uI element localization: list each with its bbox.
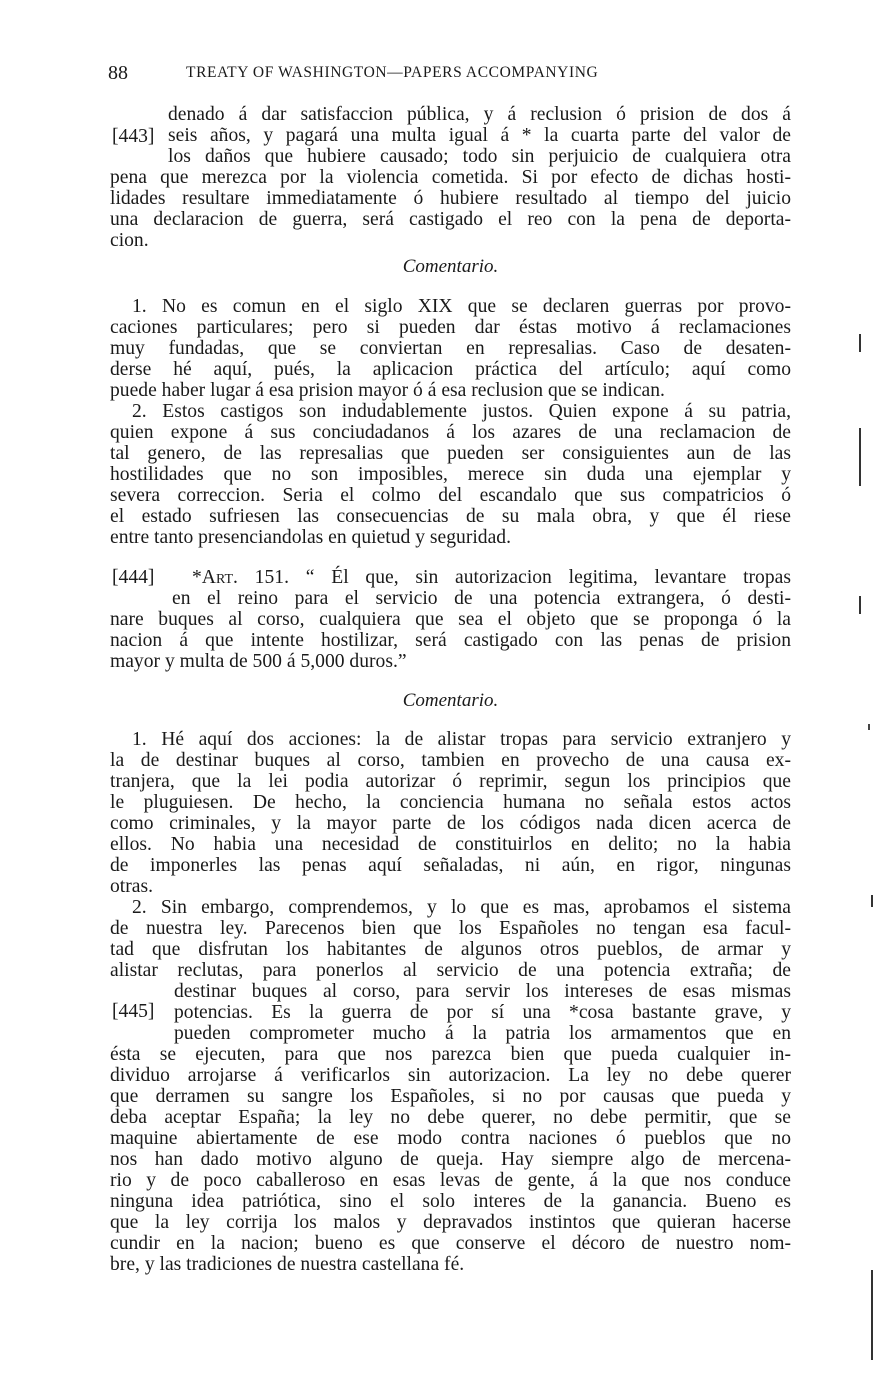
text-line: en el reino para el servicio de una potencia extrangera, ó desti-: [172, 588, 791, 609]
text-line: puede haber lugar á esa prision mayor ó á esa reclusion que se indican.: [110, 380, 665, 401]
text-line: quien expone á sus conciudadanos á los azares de una reclamacion de: [110, 422, 791, 443]
text-line: deba aceptar España; la ley no debe querer, no debe permitir, que se: [110, 1107, 791, 1128]
text-line: derse hé aquí, pués, la aplicacion práctica del artículo; aquí como: [110, 359, 791, 380]
text-line: ninguna idea patriótica, sino el solo interes de la ganancia. Bueno es: [110, 1191, 791, 1212]
commentary-paragraphs: [110, 296, 791, 548]
text-line: rio y de poco caballeroso en esas levas de gente, á la que nos conduce: [110, 1170, 791, 1191]
text-line: de nuestra ley. Parecenos bien que los Españoles no tengan esa facul-: [110, 918, 791, 939]
margin-ref-443: [443]: [112, 126, 155, 147]
text-line: alistar reclutas, para ponerlos al servicio de una potencia extraña; de: [110, 960, 791, 981]
text-line: caciones particulares; pero si pueden dar éstas motivo á reclamaciones: [110, 317, 791, 338]
text-line: muy fundadas, que se conviertan en represalias. Caso de desaten-: [110, 338, 791, 359]
commentary-paragraphs: [110, 729, 791, 1275]
article-label: *Art. 151.: [192, 567, 289, 588]
text-line: hostilidades que no son imposibles, merece sin duda una ejemplar y: [110, 464, 791, 485]
text-line: bre, y las tradiciones de nuestra castellana fé.: [110, 1254, 465, 1275]
scan-mark: [859, 596, 861, 614]
scan-mark: [868, 724, 870, 730]
text-line: pena que merezca por la violencia cometida. Si por efecto de dichas hosti-: [110, 167, 791, 188]
text-line: cion.: [110, 230, 149, 251]
text-line: pueden comprometer mucho á la patria los armamentos que en: [174, 1023, 791, 1044]
text-line: ellos. No habia una necesidad de constituirlos en delito; no la habia: [110, 834, 791, 855]
text-line: le pluguiesen. De hecho, la conciencia humana no señala estos actos: [110, 792, 791, 813]
text-line: entre tanto presenciandolas en quietud y seguridad.: [110, 527, 511, 548]
text-line: los daños que hubiere causado; todo sin perjuicio de cualquiera otra: [168, 146, 791, 167]
article-151: [110, 567, 791, 672]
text-line: potencias. Es la guerra de por sí una *cosa bastante grave, y: [174, 1002, 791, 1023]
text-line: 2. Estos castigos son indudablemente justos. Quien expone á su patria,: [132, 401, 791, 422]
scan-mark: [859, 334, 861, 352]
text-line: seis años, y pagará una multa igual á * la cuarta parte del valor de: [168, 125, 791, 146]
text-line: 1. No es comun en el siglo XIX que se declaren guerras por provo-: [132, 296, 791, 317]
text-line: tal genero, de las represalias que pueden ser consiguientes aun de las: [110, 443, 791, 464]
text-line: 1. Hé aquí dos acciones: la de alistar tropas para servicio extranjero y: [132, 729, 791, 750]
section-heading: Comentario.: [402, 256, 499, 277]
text-line: destinar buques al corso, para servir los intereses de esas mismas: [174, 981, 791, 1002]
text-line: el estado sufriesen las consecuencias de su mala obra, y que él riese: [110, 506, 791, 527]
section-heading: Comentario.: [402, 690, 499, 711]
text-line: denado á dar satisfaccion pública, y á reclusion ó prision de dos á: [168, 104, 791, 125]
page-number: 88: [108, 62, 128, 84]
text-line: nare buques al corso, cualquiera que sea el objeto que se proponga ó la: [110, 609, 791, 630]
text-line: tad que disfrutan los habitantes de algunos otros pueblos, de armar y: [110, 939, 791, 960]
text-line: cundir en la nacion; bueno es que conserve el décoro de nuestro nom-: [110, 1233, 791, 1254]
text-line: que derramen su sangre los Españoles, si no por causas que pueda y: [110, 1086, 791, 1107]
text-line: nacion á que intente hostilizar, será castigado con las penas de prision: [110, 630, 791, 651]
margin-ref-444: [444]: [112, 567, 155, 588]
paragraph-continuation: [110, 104, 791, 251]
text-line: severa correccion. Seria el colmo del escandalo que sus compatricios ó: [110, 485, 791, 506]
text-line: que la ley corrija los malos y depravados instintos que quieran hacerse: [110, 1212, 791, 1233]
scan-mark: [871, 895, 873, 907]
article-text: “ Él que, sin autorizacion legitima, levantare tropas: [305, 567, 791, 588]
text-line: la de destinar buques al corso, tambien en provecho de una causa ex-: [110, 750, 791, 771]
running-head: TREATY OF WASHINGTON—PAPERS ACCOMPANYING: [186, 64, 599, 81]
text-line: tranjera, que la lei podia autorizar ó reprimir, segun los principios que: [110, 771, 791, 792]
text-line: de imponerles las penas aquí señaladas, ni aún, en rigor, ningunas: [110, 855, 791, 876]
text-line: una declaracion de guerra, será castigado el reo con la pena de deporta-: [110, 209, 791, 230]
scan-mark: [859, 428, 861, 486]
text-line: [110, 567, 791, 588]
text-line: nos han dado motivo alguno de queja. Hay siempre algo de mercena-: [110, 1149, 791, 1170]
margin-ref-445: [445]: [112, 1001, 155, 1022]
scan-mark: [871, 1270, 873, 1360]
text-line: dividuo arrojarse á verificarlos sin autorizacion. La ley no debe querer: [110, 1065, 791, 1086]
text-line: como criminales, y la mayor parte de los códigos nada dicen acerca de: [110, 813, 791, 834]
text-line: 2. Sin embargo, comprendemos, y lo que es mas, aprobamos el sistema: [132, 897, 791, 918]
text-line: otras.: [110, 876, 153, 897]
text-line: mayor y multa de 500 á 5,000 duros.”: [110, 651, 407, 672]
text-line: lidades resultare immediatamente ó hubiere resultado al tiempo del juicio: [110, 188, 791, 209]
text-line: ésta se ejecuten, para que nos parezca bien que pueda cualquier in-: [110, 1044, 791, 1065]
text-line: maquine abiertamente de ese modo contra naciones ó pueblos que no: [110, 1128, 791, 1149]
